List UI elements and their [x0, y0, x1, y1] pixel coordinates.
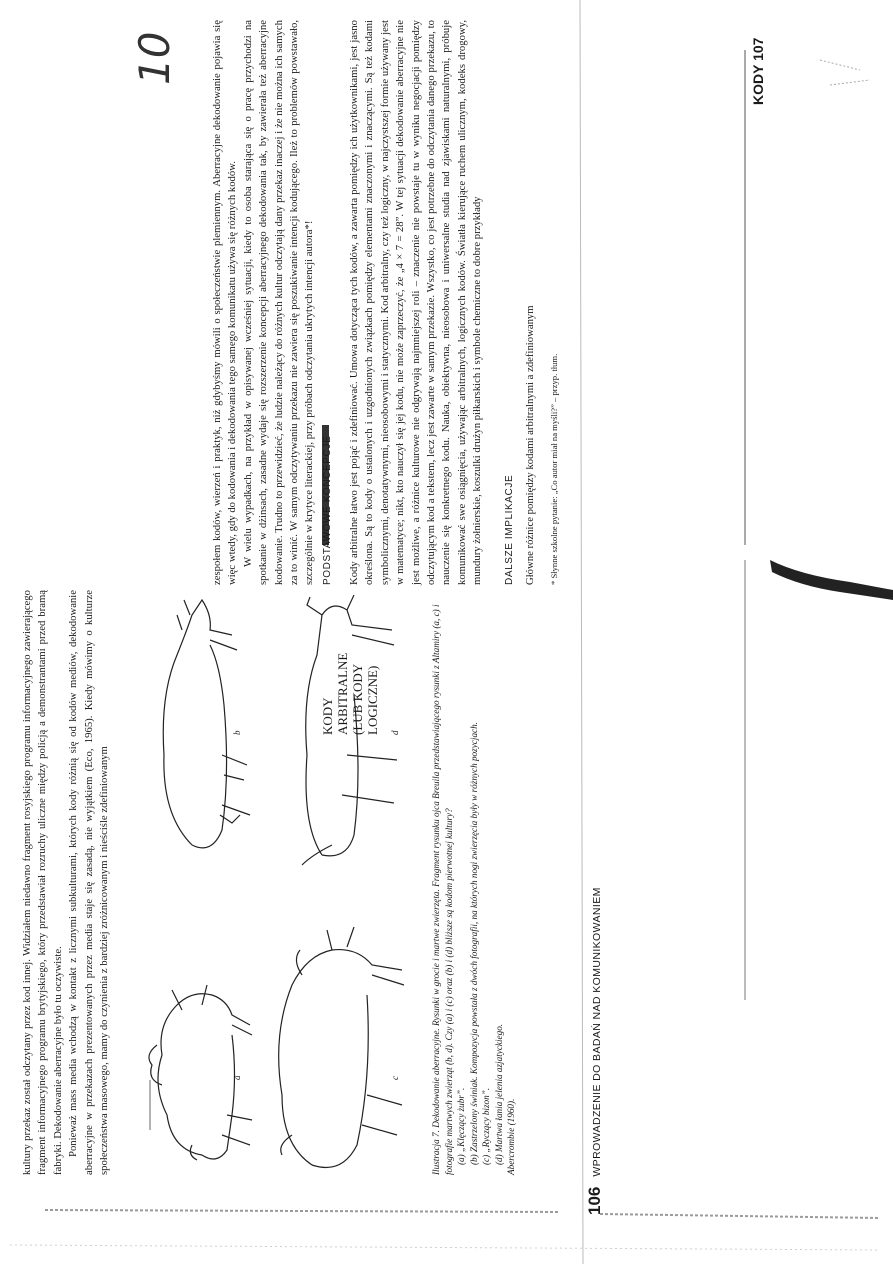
left-page-footer	[585, 590, 605, 1215]
caption-source: Abercrombie (1960).	[506, 1098, 516, 1175]
running-head: WPROWADZENIE DO BADAŃ NAD KOMUNIKOWANIEM	[591, 887, 603, 1177]
drawing-roaring-bison	[279, 927, 404, 1168]
left-paragraph-2: Ponieważ mass media wchodzą w kontakt z licznymi subkulturami, których kody różnią się od kodów mediów, dekodowanie aberracyjne w przekazach prezentowanych przez media staje się zasadą, nie wyjątkiem (Eco, 1965). Kiedy mówimy o kulturze społeczeństwa masowego, mamy do czynienia z bardziej zróżnicowanym i nieściśle zdefiniowanym	[67, 590, 111, 1175]
handwritten-page-mark: 10	[130, 31, 179, 85]
side-heading-line-4: LOGICZNE)	[365, 665, 380, 735]
figure-label-d: d	[390, 730, 400, 735]
section-heading-basic-concepts: PODSTAWOWE KONCEPCJE	[322, 435, 333, 585]
caption-item-d: (d) Martwa łania jelenia azjatyckiego.	[493, 1023, 504, 1165]
right-paragraph-2: W wielu wypadkach, na przykład w opisywanej wcześniej sytuacji, kiedy to osoba starająca się o pracę przychodzi na spotkanie w dżinsach, zasadne wydaje się rozszerzenie koncepcji aberracyjnego dekodowania tak, by zawierała też aberracyjne kodowanie. Trudno to przewidzieć, że ludzie należący do różnych kultur odczytają dany przekaz inaczej i że nie można ich samych za to winić. W samym odczytywaniu przekazu nie zawiera się poszukiwanie intencji kodującego. Ileż to problemów powstawało, szczególnie w krytyce literackiej, przy próbach odczytania ukrytych intencji autora*!	[241, 20, 316, 585]
right-paragraph-3: Kody arbitralne łatwo jest pojąć i zdefiniować. Umowa dotycząca tych kodów, a zawarta pomiędzy ich użytkownikami, jest jasno określona. Są to kody o ustalonych i uzgodnionych związkach pomiędzy elementami znaczonymi i znaczącymi. Są też kodami symbolicznymi, denotatywnymi, nieosobowymi i statycznymi. Kod arbitralny, czy też logiczny, w najczystszej formie używany jest w matematyce; nikt, kto nauczył się jej kodu, nie może zaprzeczyć, że „4 × 7 = 28”. W tej sytuacji dekodowanie aberracyjne nie jest możliwe, a różnice kulturowe nie odgrywają najmniejszej roli – znaczenie nie powstaje tu w wyniku negocjacji pomiędzy odczytującym kod a tekstem, lecz jest zawarte w samym przekazie. Wszystko, co jest potrzebne do odczytania danego przekazu, to nauczenie się konkretnego kodu. Nauka, obiektywna, nieosobowa i uniwersalne studia nad zjawiskami naturalnymi, próbuje komunikować swe osiągnięcia, używając arbitralnych, logicznych kodów. Światła kierujące ruchem ulicznym, kodeks drogowy, mundury żołnierskie, koszulki drużyn piłkarskich i symbole chemiczne to dobre przykłady	[348, 20, 484, 585]
figure-label-b: b	[232, 730, 242, 735]
left-paragraph-1: kultury przekaz został odczytany przez kod innej. Widziałem niedawno fragment rosyjskiego programu informacyjnego zawierającego fragment informacyjnego programu brytyjskiego, który przedstawiał rozruchy uliczne między policją a demonstrantami przed bramą fabryki. Dekodowanie aberracyjne było tu oczywiste.	[21, 590, 64, 1175]
figure-caption	[430, 590, 518, 1175]
page-number-left: 106	[585, 1186, 604, 1215]
figure-label-c: c	[390, 1076, 400, 1080]
side-heading-line-1: KODY	[320, 697, 335, 735]
drawing-boar	[163, 600, 250, 848]
right-paragraph-1: zespołem kodów, wierzeń i praktyk, niż gdybyśmy mówili o społeczeństwie plemiennym. Aberracyjne dekodowanie pojawia się więc wtedy, gdy do kodowania i dekodowania tego samego komunikatu używa się różnych kodów.	[211, 20, 239, 585]
drawing-kneeling-bison	[149, 985, 252, 1160]
figure-label-a: a	[232, 1075, 242, 1080]
right-page	[130, 15, 770, 735]
right-paragraph-4: Główne różnice pomiędzy kodami arbitralnymi a zdefiniowanym	[523, 305, 536, 585]
caption-main: Ilustracja 7. Dekodowanie aberracyjne. Rysunki w grocie i martwe zwierzęta. Fragment rysunku ojca Breuila przedstawiającego rysunki z Altamiry (a, c) i fotografie martwych zwierząt (b, d). Czy (a) i (c) oraz (b) i (d) bliższe są kodom pierwotnej kultury?	[431, 604, 454, 1175]
page-number-right: KODY 107	[750, 37, 766, 105]
caption-item-a: (a) „Klęczący żubr”.	[456, 1087, 466, 1165]
caption-item-b: (b) Zastrzelony świniak. Kompozycja powstała z dwóch fotografii, na których nogi zwierzęcia były w różnych pozycjach.	[468, 721, 479, 1165]
side-heading	[320, 615, 380, 735]
section-heading-further-implications: DALSZE IMPLIKACJE	[503, 474, 515, 585]
side-heading-line-3: (LUB KODY	[350, 663, 365, 735]
side-heading-line-2: ARBITRALNE	[335, 652, 350, 735]
caption-item-c: (c) „Ryczący bizon”.	[481, 1087, 491, 1165]
footnote: * Słynne szkolne pytanie: „Co autor miał na myśli?” – przyp. tłum.	[549, 353, 560, 585]
